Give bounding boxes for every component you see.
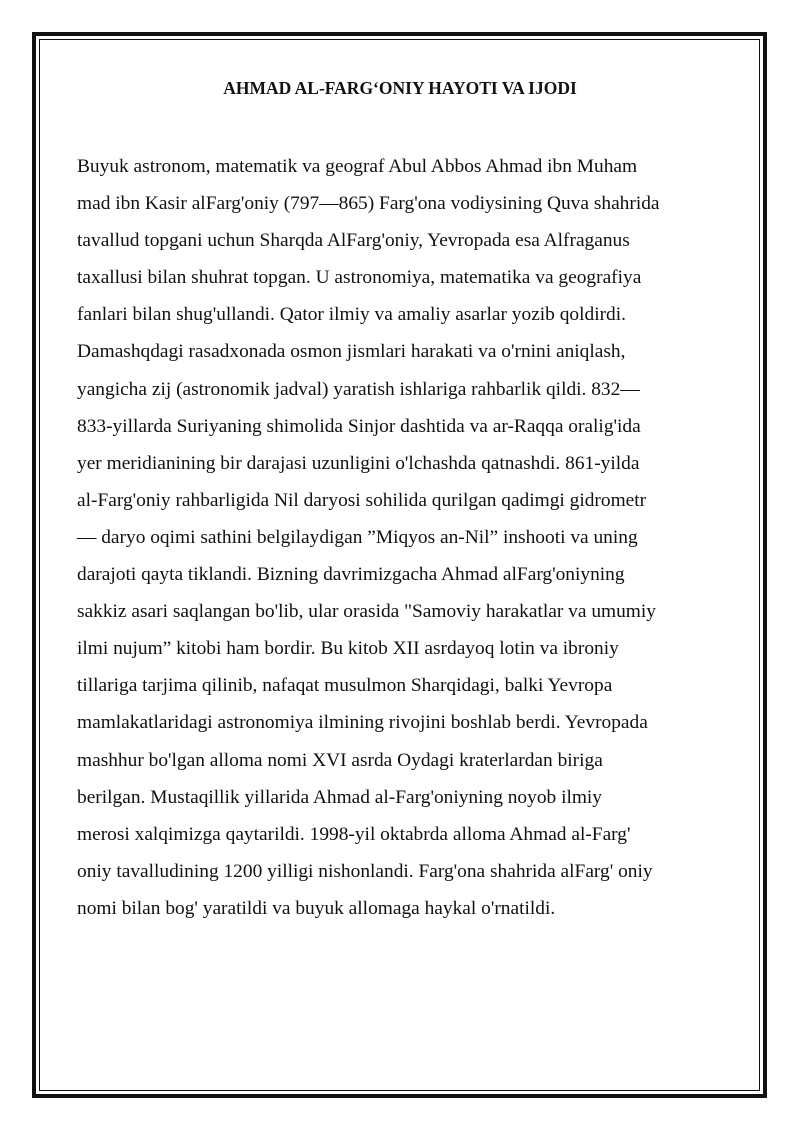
paragraph-line: merosi xalqimizga qaytarildi. 1998-yil oktabrda alloma Ahmad al-Farg' — [77, 823, 631, 845]
paragraph-line: mamlakatlaridagi astronomiya ilmining rivojini boshlab berdi. Yevropada — [77, 712, 648, 734]
paragraph-line: sakkiz asari saqlangan bo'lib, ular orasida "Samoviy harakatlar va umumiy — [77, 601, 656, 623]
paragraph-line: yangicha zij (astronomik jadval) yaratish ishlariga rahbarlik qildi. 832— — [77, 378, 640, 400]
paragraph-line: darajoti qayta tiklandi. Bizning davrimizgacha Ahmad alFarg'oniyning — [77, 564, 625, 586]
paragraph-line: yer meridianining bir darajasi uzunligini o'lchashda qatnashdi. 861-yilda — [77, 452, 640, 474]
paragraph-line: al-Farg'oniy rahbarligida Nil daryosi sohilida qurilgan qadimgi gidrometr — [77, 489, 647, 511]
paragraph-line: Damashqdagi rasadxonada osmon jismlari harakati va o'rnini aniqlash, — [77, 341, 626, 363]
paragraph-line: berilgan. Mustaqillik yillarida Ahmad al-Farg'oniyning noyob ilmiy — [77, 786, 603, 808]
body-paragraph — [77, 148, 737, 927]
paragraph-line: tavallud topgani uchun Sharqda AlFarg'oniy, Yevropada esa Alfraganus — [77, 230, 630, 252]
paragraph-line: nomi bilan bog' yaratildi va buyuk allomaga haykal o'rnatildi. — [77, 897, 556, 919]
paragraph-line: — daryo oqimi sathini belgilaydigan ”Miqyos an-Nil” inshooti va uning — [77, 526, 638, 548]
paragraph-line: oniy tavalludining 1200 yilligi nishonlandi. Farg'ona shahrida alFarg' oniy — [77, 860, 653, 882]
paragraph-line: mashhur bo'lgan alloma nomi XVI asrda Oydagi kraterlardan biriga — [77, 749, 603, 771]
paragraph-line: mad ibn Kasir alFarg'oniy (797—865) Farg'ona vodiysining Quva shahrida — [77, 193, 660, 215]
paragraph-line: 833-yillarda Suriyaning shimolida Sinjor dashtida va ar-Raqqa oralig'ida — [77, 415, 641, 437]
paragraph-line: fanlari bilan shug'ullandi. Qator ilmiy va amaliy asarlar yozib qoldirdi. — [77, 304, 626, 326]
paragraph-line: taxallusi bilan shuhrat topgan. U astronomiya, matematika va geografiya — [77, 267, 642, 289]
paragraph-line: Buyuk astronom, matematik va geograf Abul Abbos Ahmad ibn Muham — [77, 156, 638, 177]
paragraph-line: ilmi nujum” kitobi ham bordir. Bu kitob XII asrdayoq lotin va ibroniy — [77, 638, 619, 660]
paragraph-line: tillariga tarjima qilinib, nafaqat musulmon Sharqidagi, balki Yevropa — [77, 675, 613, 697]
document-title: AHMAD AL-FARG‘ONIY HAYOTI VA IJODI — [223, 78, 577, 98]
